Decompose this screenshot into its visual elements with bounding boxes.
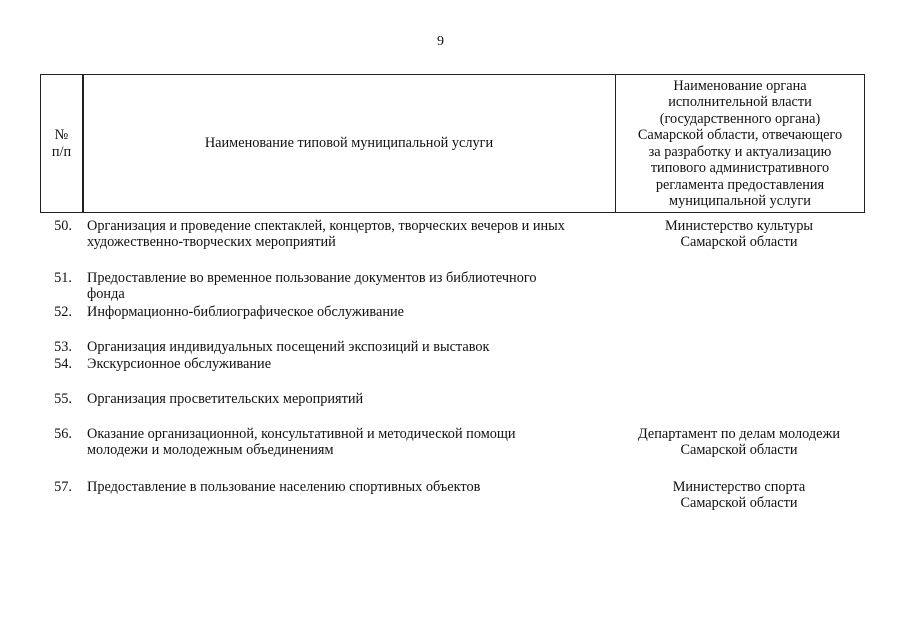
header-number-line: п/п <box>51 143 72 160</box>
service-line: Организация и проведение спектаклей, концертов, творческих вечеров и иных <box>87 218 565 234</box>
row-service <box>87 218 609 250</box>
header-number-line: № <box>54 127 69 143</box>
service-line: художественно-творческих мероприятий <box>87 234 336 250</box>
page-number: 9 <box>437 34 444 49</box>
table-header <box>40 74 865 213</box>
body-line: Самарской области <box>680 234 798 250</box>
header-body-line: за разработку и актуализацию <box>648 143 832 160</box>
row-body <box>614 218 864 250</box>
body-line: Самарской области <box>680 495 798 511</box>
service-line: Предоставление в пользование населению спортивных объектов <box>87 479 481 495</box>
body-line: Министерство спорта <box>672 479 806 495</box>
header-body-line: (государственного органа) <box>659 110 821 127</box>
service-line: Оказание организационной, консультативной и методической помощи <box>87 426 516 442</box>
row-number: 50. <box>54 218 72 234</box>
row-service <box>87 479 609 495</box>
service-line: фонда <box>87 286 125 302</box>
row-number: 53. <box>54 339 72 355</box>
service-line: Информационно-библиографическое обслуживание <box>87 304 404 320</box>
header-number-cell <box>41 75 83 213</box>
body-line: Департамент по делам молодежи <box>638 426 840 442</box>
service-line: молодежи и молодежным объединениям <box>87 442 334 458</box>
row-body <box>614 479 864 511</box>
row-number: 57. <box>54 479 72 495</box>
service-line: Экскурсионное обслуживание <box>87 356 272 372</box>
header-body-line: исполнительной власти <box>668 94 812 110</box>
row-service <box>87 391 609 407</box>
header-body-cell <box>616 75 865 213</box>
row-number: 55. <box>54 391 72 407</box>
row-service <box>87 339 609 355</box>
service-line: Организация просветительских мероприятий <box>87 391 364 407</box>
header-service-cell: Наименование типовой муниципальной услуги <box>83 75 616 213</box>
header-inner-divider <box>83 75 84 213</box>
row-service <box>87 356 609 372</box>
row-service <box>87 304 609 320</box>
row-service <box>87 426 609 458</box>
row-number: 54. <box>54 356 72 372</box>
row-number: 51. <box>54 270 72 286</box>
service-line: Предоставление во временное пользование документов из библиотечного <box>87 270 537 286</box>
header-body-line: регламента предоставления <box>655 176 825 193</box>
service-line: Организация индивидуальных посещений экспозиций и выставок <box>87 339 490 355</box>
header-body-line: типового административного <box>650 160 830 176</box>
row-number: 52. <box>54 304 72 320</box>
row-body <box>614 426 864 458</box>
header-body-line: муниципальной услуги <box>669 193 811 209</box>
row-service <box>87 270 609 302</box>
header-body-line: Наименование органа <box>673 77 807 94</box>
row-number: 56. <box>54 426 72 442</box>
body-line: Самарской области <box>680 442 798 458</box>
header-body-line: Самарской области, отвечающего <box>637 127 843 143</box>
body-line: Министерство культуры <box>664 218 814 234</box>
